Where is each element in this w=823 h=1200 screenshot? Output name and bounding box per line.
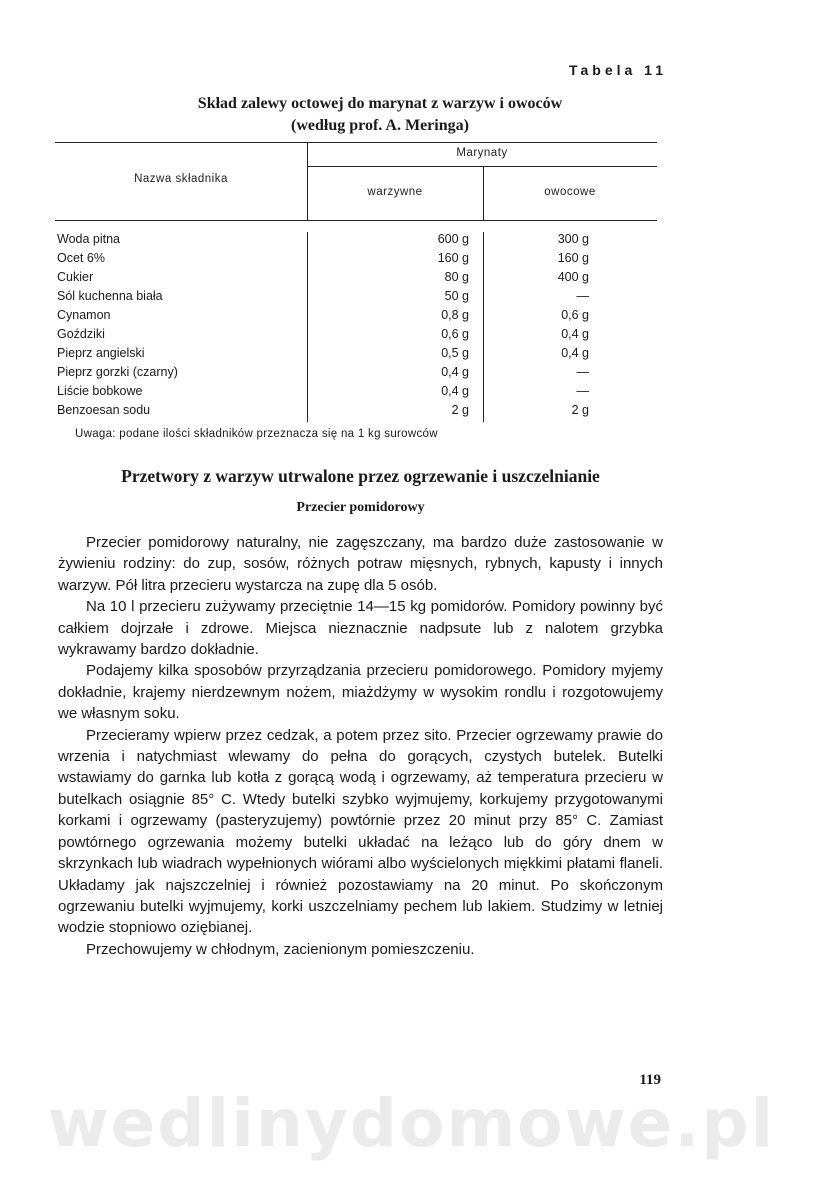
section-title: Przetwory z warzyw utrwalone przez ogrzewanie i uszczelnianie xyxy=(121,466,600,486)
vegetable-amount: 160 g xyxy=(437,251,469,265)
header-vegetable: warzywne xyxy=(367,186,423,198)
ingredient-name: Woda pitna xyxy=(57,232,121,246)
ingredient-name: Benzoesan sodu xyxy=(57,403,151,417)
table-row xyxy=(55,403,657,422)
table-row xyxy=(55,346,657,365)
vegetable-amount: 0,6 g xyxy=(441,327,469,341)
table-row xyxy=(55,365,657,384)
table-row xyxy=(55,232,657,251)
ingredient-name: Cynamon xyxy=(57,308,111,322)
ingredient-name: Liście bobkowe xyxy=(57,384,143,398)
ingredient-name: Pieprz gorzki (czarny) xyxy=(57,365,178,379)
table-header-bottom-rule xyxy=(55,220,657,221)
fruit-amount: 160 g xyxy=(557,251,589,265)
ingredient-name: Cukier xyxy=(57,270,94,284)
vegetable-amount: 0,4 g xyxy=(441,384,469,398)
header-fruit: owocowe xyxy=(544,186,596,198)
vegetable-amount: 50 g xyxy=(444,289,469,303)
table-row xyxy=(55,289,657,308)
paragraph: Podajemy kilka sposobów przyrządzania przecieru pomidorowego. Pomidory myjemy dokładnie, krajemy nierdzewnym nożem, miażdżymy w wysokim rondlu i rozgotowujemy we własnym soku. xyxy=(58,662,663,723)
body-text xyxy=(58,532,663,960)
fruit-amount: 400 g xyxy=(557,270,589,284)
page-number: 119 xyxy=(639,1072,661,1088)
vegetable-amount: 0,5 g xyxy=(441,346,469,360)
subsection-title: Przecier pomidorowy xyxy=(296,500,425,515)
ingredient-name: Sól kuchenna biała xyxy=(57,289,163,303)
vegetable-amount: 0,4 g xyxy=(441,365,469,379)
table-title-line-2: (według prof. A. Meringa) xyxy=(291,117,469,134)
ingredient-name: Pieprz angielski xyxy=(57,346,145,360)
fruit-amount: — xyxy=(576,289,589,303)
table-title-line-1: Skład zalewy octowej do marynat z warzyw i owoców xyxy=(197,95,563,112)
fruit-amount: 0,4 g xyxy=(561,327,589,341)
vegetable-amount: 600 g xyxy=(437,232,469,246)
table-body xyxy=(55,232,657,422)
paragraph: Przecieramy wpierw przez cedzak, a potem przez sito. Przecier ogrzewamy prawie do wrzenia i natychmiast wlewamy do pełna do gorących, czystych butelek. Butelki wstawiamy do garnka lub kotła z gorącą wodą i ogrzewamy, aż temperatura przecieru w butelkach osiągnie 85° C. Wtedy butelki szybko wyjmujemy, korkujemy przygotowanymi korkami i ogrzewamy (pasteryzujemy) powtórnie przez 20 minut przy 85° C. Zamiast powtórnego ogrzewania możemy butelki układać na leżąco lub do góry dnem w skrzynkach lub wiadrach wypełnionych wiórami albo wyścielonych miękkimi płatami flaneli. Układamy jak najszczelniej i również pozostawiamy na 20 minut. Po skończonym ogrzewaniu butelki wyjmujemy, korki uszczelniamy pechem lub lakiem. Studzimy w letniej wodzie stopniowo oziębianej. xyxy=(58,726,663,937)
header-ingredient-name: Nazwa składnika xyxy=(134,173,228,185)
table-top-rule xyxy=(55,142,657,143)
table-note: Uwaga: podane ilości składników przeznacza się na 1 kg surowców xyxy=(75,428,438,440)
fruit-amount: 0,4 g xyxy=(561,346,589,360)
ingredient-name: Goździki xyxy=(57,327,105,341)
table-row xyxy=(55,308,657,327)
fruit-amount: — xyxy=(576,384,589,398)
vegetable-amount: 2 g xyxy=(451,403,469,417)
table-row xyxy=(55,327,657,346)
table-number: Tabela 11 xyxy=(568,62,667,78)
vegetable-amount: 0,8 g xyxy=(441,308,469,322)
table-row xyxy=(55,384,657,403)
table-row xyxy=(55,251,657,270)
watermark: wedlinydomowe.pl xyxy=(47,1085,776,1162)
fruit-amount: 300 g xyxy=(557,232,589,246)
ingredient-name: Ocet 6% xyxy=(57,251,105,265)
paragraph: Przechowujemy w chłodnym, zacienionym pomieszczeniu. xyxy=(86,940,475,958)
paragraph: Na 10 l przecieru zużywamy przeciętnie 14—15 kg pomidorów. Pomidory powinny być całkiem dojrzałe i zdrowe. Miejsca nieznacznie nadpsute lub z nalotem grzybka wykrawamy bardzo dokładnie. xyxy=(58,598,663,659)
vegetable-amount: 80 g xyxy=(444,270,469,284)
header-marinades: Marynaty xyxy=(456,147,508,159)
paragraph: Przecier pomidorowy naturalny, nie zagęszczany, ma bardzo duże zastosowanie w żywieniu rodziny: do zup, sosów, różnych potraw mięsnych, rybnych, kapusty i innych warzyw. Pół litra przecieru wystarcza na zupę dla 5 osób. xyxy=(58,534,663,594)
table-row xyxy=(55,270,657,289)
fruit-amount: 0,6 g xyxy=(561,308,589,322)
table-title xyxy=(90,93,670,137)
table-group-rule xyxy=(307,166,657,167)
fruit-amount: 2 g xyxy=(571,403,589,417)
fruit-amount: — xyxy=(576,365,589,379)
